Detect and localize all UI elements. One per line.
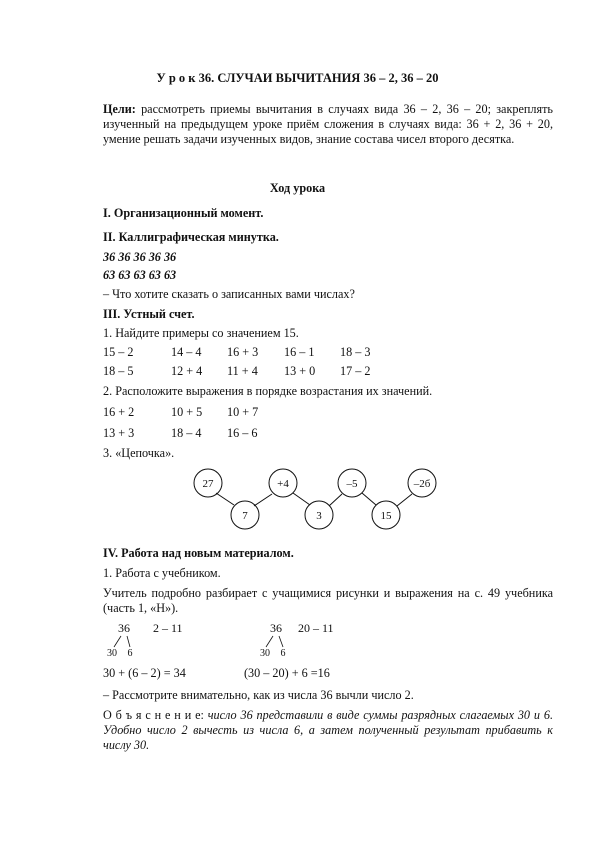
explanation-paragraph [103,708,553,753]
diagram-left-part: 6 [127,648,133,659]
grid1-cell: 16 – 1 [284,345,315,359]
goals-label: Цели: [103,102,136,116]
grid1-cell: 18 – 5 [103,364,134,378]
grid2-cell: 16 – 6 [227,426,258,440]
diagram-left-part: 30 [107,648,117,659]
explanation-text: число 36 представили в виде суммы разрядных слагаемых 30 и 6. Удобно число 2 вычесть из числа 6, а затем полученный результат прибавить к числу 30. [103,708,553,752]
grid1-cell: 12 + 4 [171,364,203,378]
task3-text: 3. «Цепочка». [103,446,175,460]
lesson-title: У р о к 36. СЛУЧАИ ВЫЧИТАНИЯ 36 – 2, 36 – 20 [156,71,439,85]
task1-text: 1. Найдите примеры со значением 15. [103,326,299,340]
grid2-cell: 10 + 5 [171,405,203,419]
chain-connector [329,494,342,506]
section2-heading: II. Каллиграфическая минутка. [103,230,279,244]
chain-label: 27 [202,478,214,490]
course-heading: Ход урока [269,181,326,195]
branch-line [266,636,273,647]
grid2-cell: 10 + 7 [227,405,259,419]
prompt-text: – Рассмотрите внимательно, как из числа 36 вычли число 2. [103,688,414,702]
branch-line [114,636,121,647]
chain-connector [362,493,376,505]
chain-label: –5 [346,478,358,490]
section3-heading: III. Устный счет. [103,307,195,321]
grid1-cell: 18 – 3 [340,345,371,359]
chain-connector [293,493,310,505]
section4-task1: 1. Работа с учебником. [103,566,221,580]
chain-label: –2б [413,478,431,490]
grid1-cell: 13 + 0 [284,364,316,378]
branch-line [127,636,130,647]
calligraphy-line-1: 36 36 36 36 36 [103,250,177,264]
task2-text: 2. Расположите выражения в порядке возрастания их значений. [103,384,433,398]
diagram-right-number: 36 [270,621,282,635]
diagram-right-part: 6 [280,648,286,659]
diagram-right-part: 30 [260,648,270,659]
chain-connector [397,494,412,506]
chain-label: +4 [277,478,289,490]
diagram-left-expr: 2 – 11 [153,621,183,635]
chain-label: 15 [380,510,392,522]
grid1-cell: 15 – 2 [103,345,134,359]
grid1-cell: 16 + 3 [227,345,259,359]
chain-connector [254,494,272,506]
diagram-left-number: 36 [118,621,130,635]
chain-connector [216,493,234,505]
grid2-cell: 16 + 2 [103,405,135,419]
grid1-cell: 14 – 4 [171,345,202,359]
section4-text: Учитель подробно разбирает с учащимися рисунки и выражения на с. 49 учебника (часть 1, «Н»). [103,586,553,615]
diagram-right-expr: 20 – 11 [298,621,334,635]
calligraphy-line-2: 63 63 63 63 63 [103,268,177,282]
equation-1: 30 + (6 – 2) = 34 [103,666,186,680]
chain-label: 3 [316,510,322,522]
chain-label: 7 [242,510,248,522]
grid1-cell: 17 – 2 [340,364,371,378]
section1-heading: I. Организационный момент. [103,206,264,220]
calligraphy-question: – Что хотите сказать о записанных вами числах? [103,287,355,301]
grid2-cell: 18 – 4 [171,426,202,440]
grid2-cell: 13 + 3 [103,426,135,440]
section4-heading: IV. Работа над новым материалом. [103,546,294,560]
grid1-cell: 11 + 4 [227,364,258,378]
branch-line [279,636,283,647]
equation-2: (30 – 20) + 6 =16 [244,666,330,680]
explanation-label: О б ъ я с н е н и е: [103,708,204,722]
goals-text: рассмотреть приемы вычитания в случаях вида 36 – 2, 36 – 20; закреплять изученный на предыдущем уроке приём сложения в случаях вида: 36 + 2, 36 + 20, умение решать задачи изученных видов, знание состава чисел второго десятка. [103,102,553,146]
